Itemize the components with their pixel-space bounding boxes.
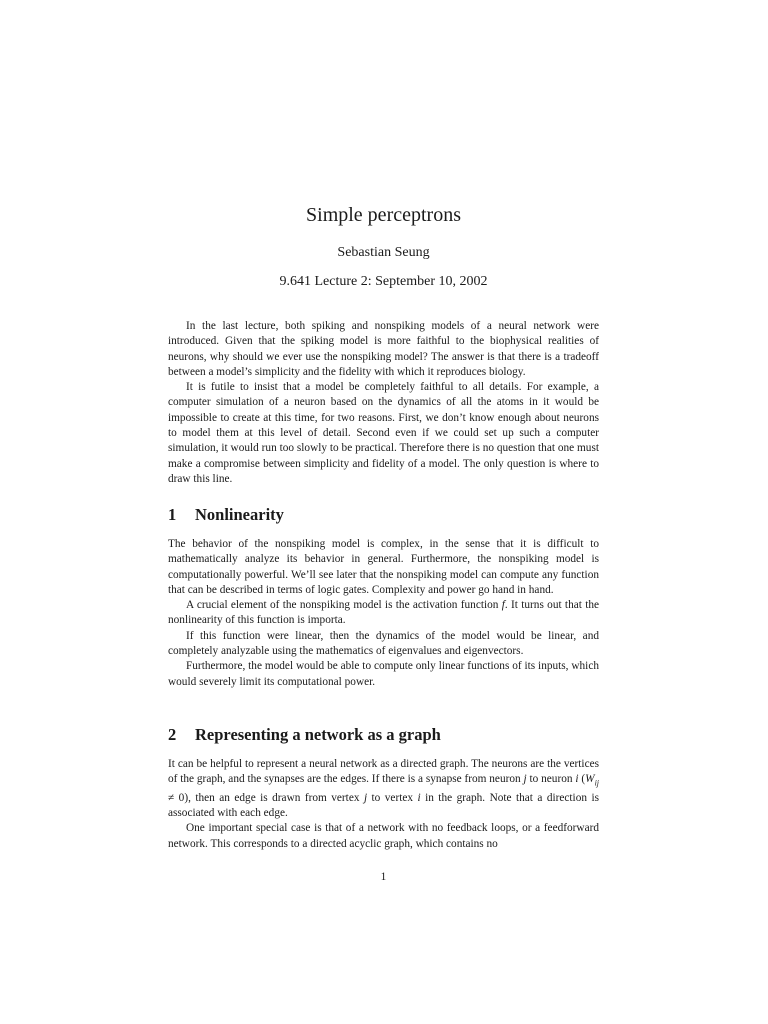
paper-page bbox=[168, 0, 599, 1024]
section-2-text bbox=[168, 757, 599, 852]
section-2-paragraph-1: It can be helpful to represent a neural network as a directed graph. The neurons are the vertices of the graph, and the synapses are the edges. If there is a synapse from neuron j to neuron i $(W_{ij} \ne 0)$, then an edge is drawn from vertex j to vertex i in the graph. Note that a direction is associated with each edge. bbox=[168, 758, 600, 820]
paper-title: Simple perceptrons bbox=[306, 204, 461, 226]
weight-symbol: W bbox=[585, 773, 595, 786]
page-number: 1 bbox=[380, 871, 387, 883]
intro-paragraph-1: In the last lecture, both spiking and nonspiking models of a neural network were introduced. Given that the spiking model is more faithful to the biophysical realities of neurons, why should we ever use the nonspiking model? The answer is that there is a tradeoff between a model’s simplicity and the fidelity with which it reproduces biology. bbox=[168, 320, 599, 378]
intro-paragraph-2: It is futile to insist that a model be completely faithful to all details. For example, a computer simulation of a neuron based on the dynamics of all the atoms in it would be impossible to create at this time, for two reasons. First, we don’t know enough about neurons to model them at this level of detail. Second even if we could set up such a computer simulation, it would run too slowly to be practical. Therefore there is no question that one must make a compromise between simplicity and fidelity of a model. The only question is where to draw this line. bbox=[168, 381, 599, 485]
author-name: Sebastian Seung bbox=[337, 245, 430, 260]
activation-function-symbol: f bbox=[501, 599, 505, 612]
section-1-paragraph-2: A crucial element of the nonspiking model is the activation function f. It turns out that the nonlinearity of this function is importa. bbox=[168, 599, 599, 627]
section-1-number: 1 bbox=[168, 505, 177, 524]
intro-text bbox=[168, 319, 599, 487]
section-1-paragraph-3: If this function were linear, then the dynamics of the model would be linear, and completely analyzable using the mathematics of eigenvalues and eigenvectors. bbox=[168, 629, 599, 658]
section-1-paragraph-1: The behavior of the nonspiking model is complex, in the sense that it is difficult to mathematically analyze its behavior in general. Furthermore, the nonspiking model is computationally powerful. We’ll see later that the nonspiking model can compute any function that can be described in terms of logic gates. Complexity and power go hand in hand. bbox=[168, 538, 599, 596]
section-1-text bbox=[168, 537, 599, 690]
section-2-heading bbox=[168, 725, 441, 745]
section-1-paragraph-4: Furthermore, the model would be able to compute only linear functions of its inputs, which would severely limit its computational power. bbox=[168, 660, 599, 688]
section-2-title: Representing a network as a graph bbox=[195, 725, 441, 744]
section-1-heading bbox=[168, 505, 284, 525]
section-1-title: Nonlinearity bbox=[195, 505, 284, 524]
section-2-number: 2 bbox=[168, 725, 177, 744]
section-2-paragraph-2: One important special case is that of a network with no feedback loops, or a feedforward network. This corresponds to a directed acyclic graph, which contains no bbox=[168, 822, 599, 850]
lecture-date: 9.641 Lecture 2: September 10, 2002 bbox=[279, 274, 488, 289]
